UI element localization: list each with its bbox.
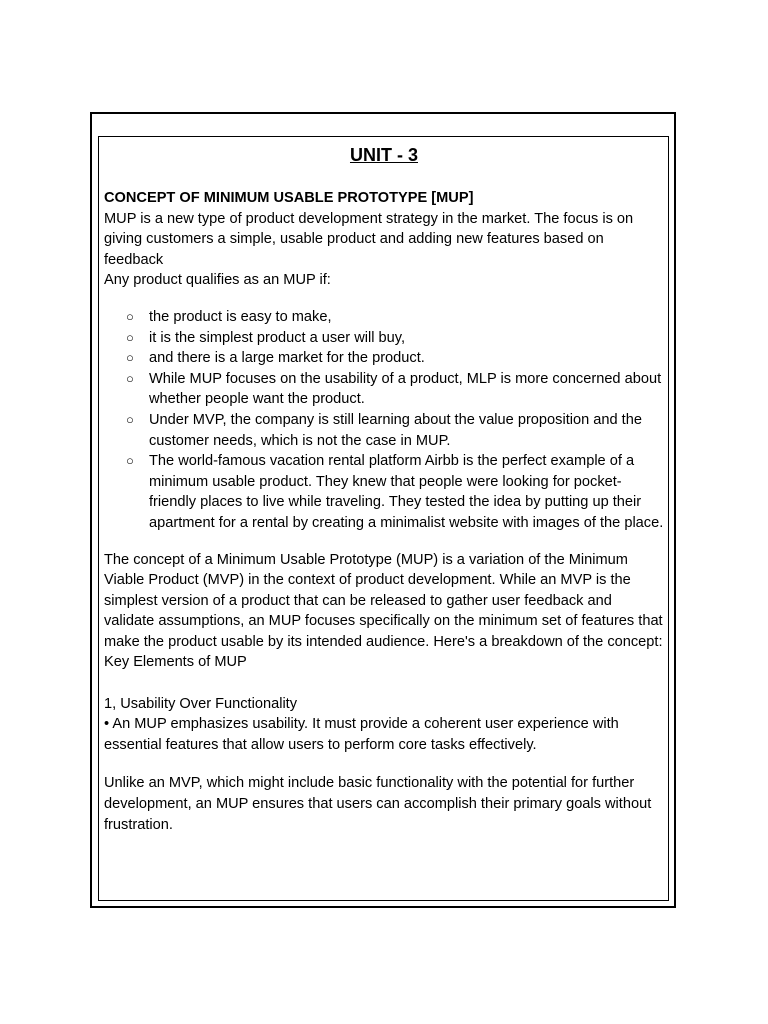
document-content <box>104 144 664 835</box>
circle-bullet-icon: ○ <box>126 350 134 366</box>
criteria-list <box>104 307 664 534</box>
key-elements-line: Key Elements of MUP <box>104 654 247 671</box>
list-item: ○ the product is easy to make, <box>104 307 664 328</box>
section-heading: CONCEPT OF MINIMUM USABLE PROTOTYPE [MUP] <box>104 190 474 206</box>
concept-paragraph: The concept of a Minimum Usable Prototype (MUP) is a variation of the Minimum Viable Product (MVP) in the context of product development. While an MVP is the simplest version of a product that can be released to gather user feedback and validate assumptions, an MUP focuses specifically on the minimum set of features that make the product usable by its intended audience. Here's a breakdown of the concept: <box>104 551 663 650</box>
circle-bullet-icon: ○ <box>126 370 134 386</box>
circle-bullet-icon: ○ <box>126 453 134 469</box>
list-item: ○ it is the simplest product a user will buy, <box>104 328 664 349</box>
unit-title: UNIT - 3 <box>349 145 418 165</box>
list-item: ○ The world-famous vacation rental platform Airbb is the perfect example of a minimum usable product. They knew that people were looking for pocket-friendly places to live while traveling. They tested the idea by putting up their apartment for a rental by creating a minimalist website with images of the place. <box>126 453 664 531</box>
list-item: ○ While MUP focuses on the usability of a product, MLP is more concerned about whether people want the product. <box>126 370 662 408</box>
circle-bullet-icon: ○ <box>126 411 134 427</box>
qualifies-line: Any product qualifies as an MUP if: <box>104 272 331 289</box>
section1-bullet: • An MUP emphasizes usability. It must provide a coherent user experience with essential features that allow users to perform core tasks effectively. <box>104 716 619 753</box>
circle-bullet-icon: ○ <box>126 308 134 324</box>
intro-paragraph: MUP is a new type of product development strategy in the market. The focus is on giving customers a simple, usable product and adding new features based on feedback <box>104 210 634 268</box>
circle-bullet-icon: ○ <box>126 329 134 345</box>
list-item: ○ and there is a large market for the product. <box>104 348 664 369</box>
list-item: ○ Under MVP, the company is still learning about the value proposition and the customer needs, which is not the case in MUP. <box>126 411 642 449</box>
blank-line <box>104 673 664 694</box>
section1-title: 1, Usability Over Functionality <box>104 695 298 712</box>
closing-paragraph: Unlike an MVP, which might include basic functionality with the potential for further development, an MUP ensures that users can accomplish their primary goals without frustration. <box>104 775 652 833</box>
